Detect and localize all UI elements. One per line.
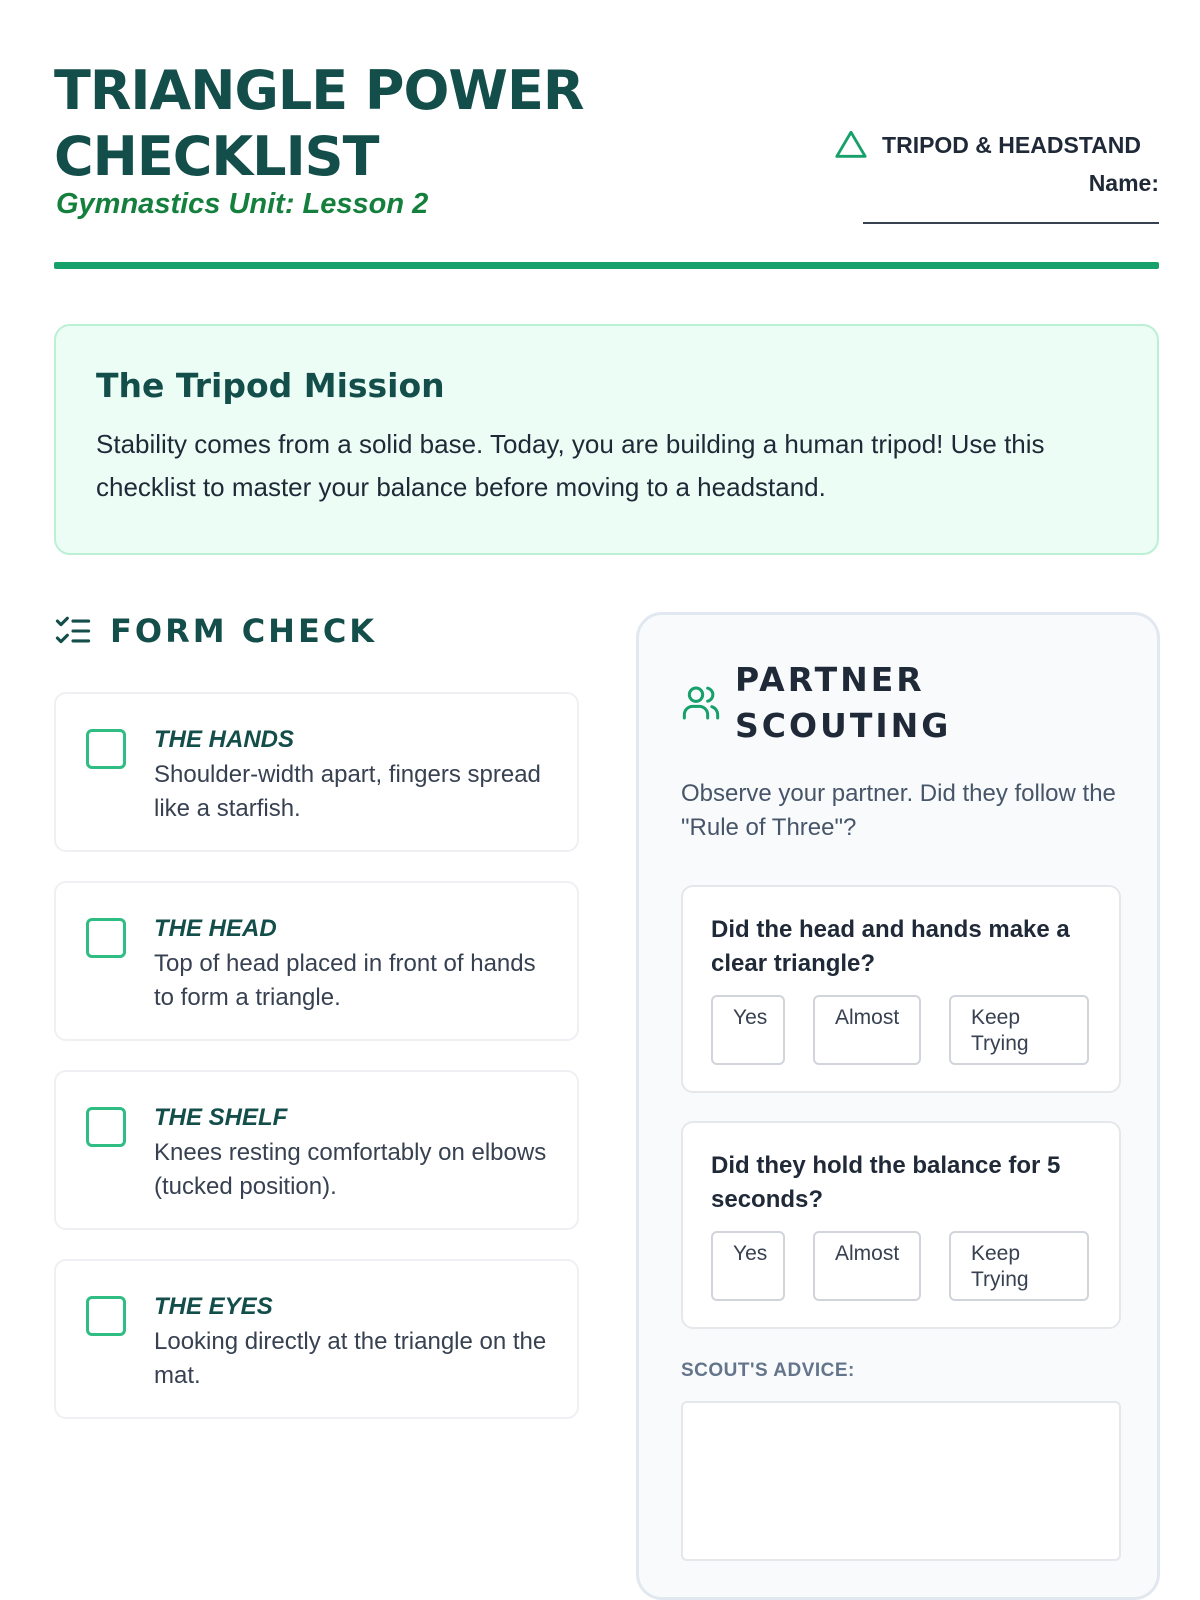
option-almost[interactable]: Almost: [813, 995, 921, 1065]
question-card: [681, 885, 1121, 1093]
checklist-item-desc: Knees resting comfortably on elbows (tucked position).: [154, 1139, 547, 1200]
mission-title: The Tripod Mission: [96, 366, 445, 405]
checkbox[interactable]: [86, 918, 126, 958]
question-text: Did the head and hands make a clear triangle?: [711, 916, 1070, 977]
topic-tag: [834, 128, 1141, 162]
users-icon: [681, 683, 721, 723]
mission-callout: [54, 324, 1159, 555]
checklist-item: [54, 692, 579, 852]
checklist-item-title: THE SHELF: [154, 1104, 288, 1131]
header-divider: [54, 262, 1159, 269]
triangle-icon: [834, 128, 868, 162]
checklist-item-desc: Shoulder-width apart, fingers spread like a starfish.: [154, 761, 541, 822]
form-check-heading: [54, 612, 377, 650]
option-yes[interactable]: Yes: [711, 995, 785, 1065]
checkbox[interactable]: [86, 1107, 126, 1147]
partner-scouting-title: PARTNER SCOUTING: [735, 660, 952, 745]
checklist-item: [54, 1259, 579, 1419]
title-line-1: TRIANGLE POWER: [54, 59, 584, 122]
question-card: [681, 1121, 1121, 1329]
option-keep-trying[interactable]: Keep Trying: [949, 995, 1089, 1065]
partner-scouting-panel: [636, 612, 1160, 1600]
form-check-title: FORM CHECK: [110, 612, 378, 650]
page-title: [54, 58, 1159, 190]
advice-label: SCOUT'S ADVICE:: [681, 1360, 855, 1381]
checkbox[interactable]: [86, 729, 126, 769]
option-almost[interactable]: Almost: [813, 1231, 921, 1301]
mission-body: Stability comes from a solid base. Today, you are building a human tripod! Use this checklist to master your balance before moving to a headstand.: [96, 429, 1045, 502]
checklist-item: [54, 1070, 579, 1230]
checklist-item-title: THE HANDS: [154, 726, 295, 753]
partner-scouting-heading: [681, 657, 975, 749]
name-field[interactable]: [863, 222, 1159, 224]
name-label: Name:: [1088, 170, 1159, 196]
partner-intro: Observe your partner. Did they follow the "Rule of Three"?: [681, 780, 1116, 841]
option-keep-trying[interactable]: Keep Trying: [949, 1231, 1089, 1301]
checklist-item: [54, 881, 579, 1041]
question-text: Did they hold the balance for 5 seconds?: [711, 1152, 1061, 1213]
checklist-item-desc: Top of head placed in front of hands to form a triangle.: [154, 950, 536, 1011]
page-subtitle: Gymnastics Unit: Lesson 2: [56, 188, 429, 220]
checklist-item-desc: Looking directly at the triangle on the mat.: [154, 1328, 547, 1389]
checklist-item-title: THE EYES: [154, 1293, 273, 1320]
checkbox[interactable]: [86, 1296, 126, 1336]
topic-tag-label: TRIPOD & HEADSTAND: [882, 131, 1141, 158]
checklist-item-title: THE HEAD: [154, 915, 277, 942]
advice-textarea[interactable]: [681, 1401, 1121, 1561]
title-line-2: CHECKLIST: [54, 125, 379, 188]
option-yes[interactable]: Yes: [711, 1231, 785, 1301]
page-header: [54, 58, 1159, 268]
checklist-icon: [54, 614, 92, 648]
